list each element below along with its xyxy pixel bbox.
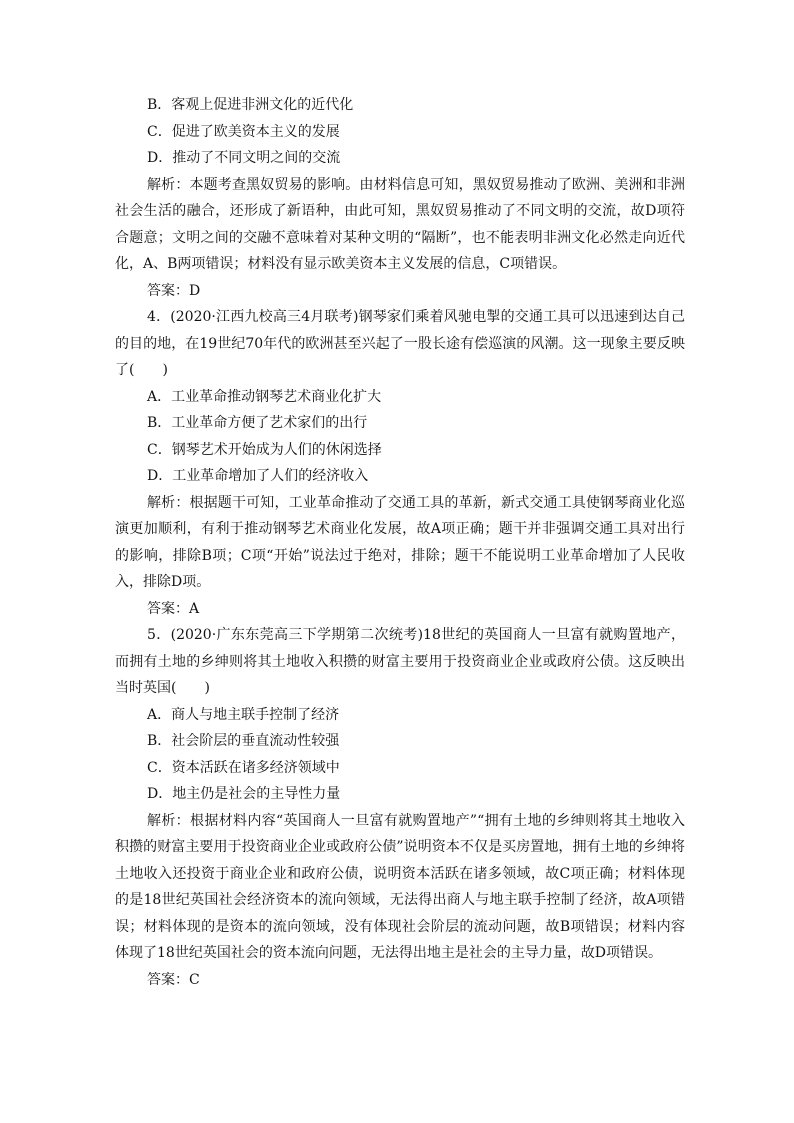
document-page <box>115 92 685 993</box>
question-4 <box>115 304 685 622</box>
q4-analysis: 解析：根据题干可知，工业革命推动了交通工具的革新，新式交通工具使钢琴商业化巡演更加顺利，有利于推动钢琴艺术商业化发展，故A项正确；题干并非强调交通工具对出行的影响，排除B项；C项“开始”说法过于绝对，排除；题干不能说明工业革命增加了人民收入，排除D项。 <box>115 494 685 590</box>
q5-option-c: C．资本活跃在诸多经济领域中 <box>147 759 340 776</box>
q4-option-c: C．钢琴艺术开始成为人们的休闲选择 <box>147 441 382 458</box>
q5-answer: 答案：C <box>147 971 200 988</box>
question-5 <box>115 622 685 993</box>
q5-stem: 5．(2020·广东东莞高三下学期第二次统考)18世纪的英国商人一旦富有就购置地产，而拥有土地的乡绅则将其土地收入积攒的财富主要用于投资商业企业或政府公债。这反映出当时英国( ) <box>115 627 685 696</box>
q5-option-b: B．社会阶层的垂直流动性较强 <box>147 733 340 749</box>
q3-option-c: C．促进了欧美资本主义的发展 <box>147 123 340 140</box>
q4-answer: 答案：A <box>147 600 200 617</box>
question-3-tail <box>115 92 685 304</box>
q3-answer: 答案：D <box>147 282 201 299</box>
q4-option-b: B．工业革命方便了艺术家们的出行 <box>147 415 368 431</box>
q3-analysis: 解析：本题考查黑奴贸易的影响。由材料信息可知，黑奴贸易推动了欧洲、美洲和非洲社会生活的融合，还形成了新语种，由此可知，黑奴贸易推动了不同文明的交流，故D项符合题意；文明之间的交融不意味着对某种文明的“隔断”，也不能表明非洲文化必然走向近代化，A、B两项错误；材料没有显示欧美资本主义发展的信息，C项错误。 <box>115 176 685 272</box>
q5-option-d: D．地主仍是社会的主导性力量 <box>147 786 341 802</box>
q5-analysis: 解析：根据材料内容“英国商人一旦富有就购置地产”“拥有土地的乡绅则将其土地收入积攒的财富主要用于投资商业企业或政府公债”说明资本不仅是买房置地，拥有土地的乡绅将土地收入还投资于商业企业和政府公债，说明资本活跃在诸多领域，故C项正确；材料体现的是18世纪英国社会经济资本的流向领域，无法得出商人与地主联手控制了经济，故A项错误；材料体现的是资本的流向领域，没有体现社会阶层的流动问题，故B项错误；材料内容体现了18世纪英国社会的资本流向问题，无法得出地主是社会的主导力量，故D项错误。 <box>115 812 685 961</box>
q3-option-b: B．客观上促进非洲文化的近代化 <box>147 97 354 113</box>
q5-option-a: A．商人与地主联手控制了经济 <box>147 706 340 723</box>
q4-option-d: D．工业革命增加了人们的经济收入 <box>147 468 369 484</box>
q4-option-a: A．工业革命推动钢琴艺术商业化扩大 <box>147 388 382 405</box>
q4-stem: 4．(2020·江西九校高三4月联考)钢琴家们乘着风驰电掣的交通工具可以迅速到达自己的目的地，在19世纪70年代的欧洲甚至兴起了一股长途有偿巡演的风潮。这一现象主要反映了( ) <box>115 309 685 378</box>
q3-option-d: D．推动了不同文明之间的交流 <box>147 150 341 166</box>
